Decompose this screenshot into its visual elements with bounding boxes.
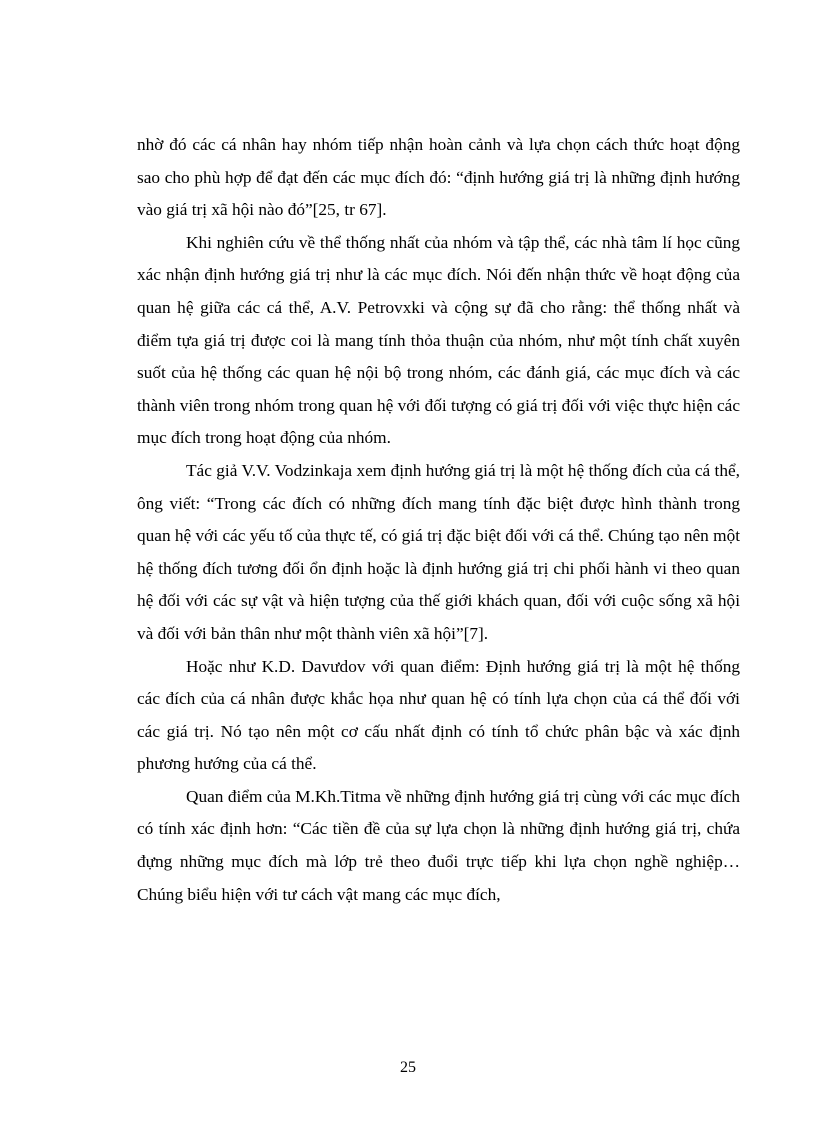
page-number: 25 [400, 1059, 416, 1076]
paragraph-1: nhờ đó các cá nhân hay nhóm tiếp nhận hoàn cảnh và lựa chọn cách thức hoạt động sao cho phù hợp để đạt đến các mục đích đó: “định hướng giá trị là những định hướng vào giá trị xã hội nào đó”[25, tr 67]. [137, 135, 740, 220]
paragraph-3: Tác giả V.V. Vodzinkaja xem định hướng giá trị là một hệ thống đích của cá thể, ông viết: “Trong các đích có những đích mang tính đặc biệt được hình thành trong quan hệ với các yếu tố của thực tế, có giá trị đặc biệt đối với cá thể. Chúng tạo nên một hệ thống đích tương đối ổn định hoặc là định hướng giá trị chi phối hành vi theo quan hệ đối với các sự vật và hiện tượng của thế giới khách quan, đối với cuộc sống xã hội và đối với bản thân như một thành viên xã hội”[7]. [137, 460, 741, 643]
paragraph-4: Hoặc như K.D. Davưdov với quan điểm: Định hướng giá trị là một hệ thống các đích của cá nhân được khắc họa như quan hệ có tính lựa chọn của cá thể đối với các giá trị. Nó tạo nên một cơ cấu nhất định có tính tổ chức phân bậc và xác định phương hướng của cá thể. [137, 656, 740, 774]
paragraph-2: Khi nghiên cứu về thể thống nhất của nhóm và tập thể, các nhà tâm lí học cũng xác nhận định hướng giá trị như là các mục đích. Nói đến nhận thức về hoạt động của quan hệ giữa các cá thể, A.V. Petrovxki và cộng sự đã cho rằng: thể thống nhất và điểm tựa giá trị được coi là mang tính thỏa thuận của nhóm, như một tính chất xuyên suốt của hệ thống các quan hệ nội bộ trong nhóm, các đánh giá, các mục đích và các thành viên trong nhóm trong quan hệ với đối tượng có giá trị đối với việc thực hiện các mục đích trong hoạt động của nhóm. [137, 232, 740, 448]
paragraph-5: Quan điểm của M.Kh.Titma về những định hướng giá trị cùng với các mục đích có tính xác định hơn: “Các tiền đề của sự lựa chọn là những định hướng giá trị, chứa đựng những mục đích mà lớp trẻ theo đuổi trực tiếp khi lựa chọn nghề nghiệp… Chúng biểu hiện với tư cách vật mang các mục đích, [137, 786, 740, 904]
body-text [137, 129, 740, 911]
